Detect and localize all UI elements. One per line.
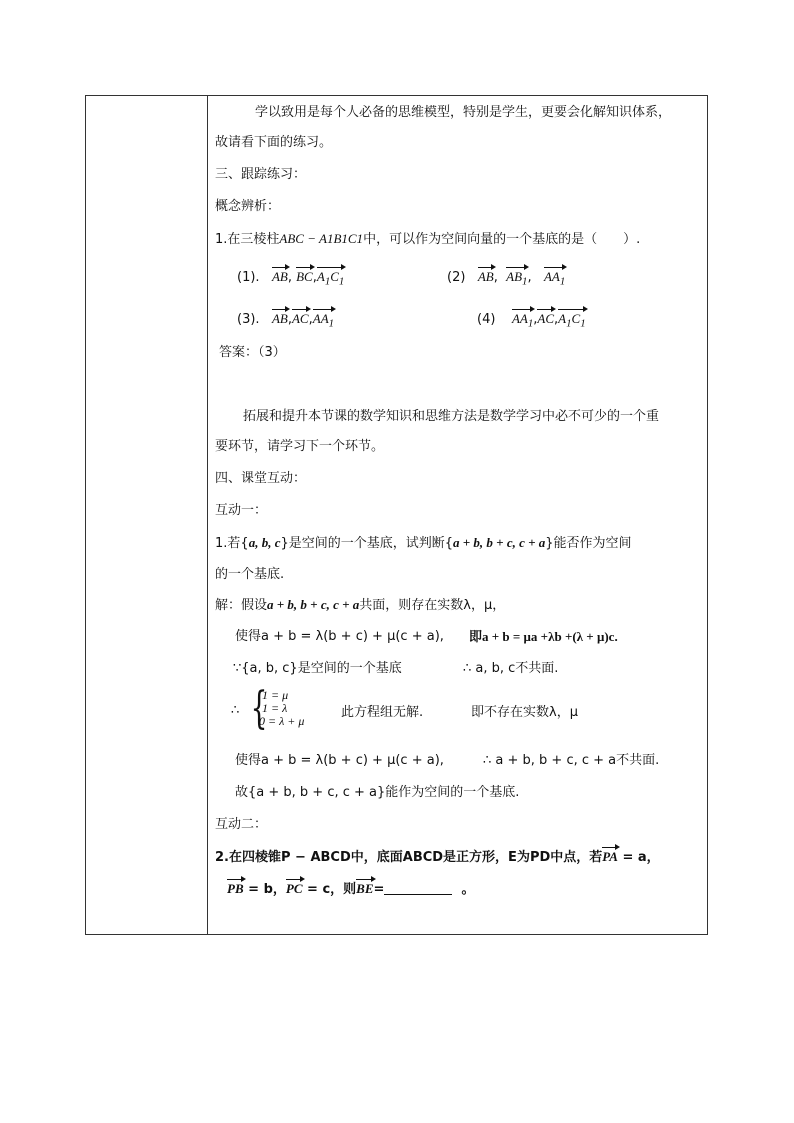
non-coplanar-conclusion: ∴ a + b, b + c, c + a不共面. xyxy=(483,753,660,768)
interact-1-label: 互动一： xyxy=(215,503,268,518)
option-2: (2) AB, $AB_1$, $AA_1$ xyxy=(447,269,566,288)
answer-blank[interactable] xyxy=(384,880,452,895)
section-4-title: 四、课堂互动： xyxy=(215,471,307,486)
therefore-symbol: ∴ xyxy=(231,703,240,718)
non-coplanar-statement: ∴ a, b, c不共面. xyxy=(463,661,559,676)
vector-ab1: $AB_1$ xyxy=(506,269,528,288)
intro-line-2: 故请看下面的练习。 xyxy=(215,135,333,150)
vector-be: BE xyxy=(356,881,374,896)
vector-aa1: $AA_1$ xyxy=(543,269,566,288)
vector-ac: AC xyxy=(291,311,309,326)
problem-1-line-2: 的一个基底. xyxy=(215,567,285,582)
interact-2-label: 互动二： xyxy=(215,817,268,832)
vector-aa1: $AA_1$ xyxy=(312,311,335,330)
worksheet-table xyxy=(85,95,708,935)
equation-system-brace: { xyxy=(250,683,268,734)
vector-aa1: $AA_1$ xyxy=(511,311,534,330)
extension-line-1: 拓展和提升本节课的数学知识和思维方法是数学学习中必不可少的一个重 xyxy=(243,409,660,424)
problem-2-line-1: 2.在四棱锥P − ABCD中，底面ABCD是正方形，E为PD中点，若PA = a， xyxy=(215,849,660,865)
equation-2: 使得a + b = λ(b + c) + μ(c + a), xyxy=(235,753,444,768)
solution-line: 解：假设a + b, b + c, c + a共面，则存在实数λ，μ， xyxy=(215,597,506,613)
answer-text: 答案：（3） xyxy=(219,345,286,360)
column-divider xyxy=(207,96,208,934)
equation-system: 1 = μ 1 = λ 0 = λ + μ xyxy=(259,688,305,728)
vector-pc: PC xyxy=(285,881,303,896)
question-1: 1.在三棱柱ABC − A1B1C1中，可以作为空间向量的一个基底的是（ ）. xyxy=(215,231,641,247)
vector-ab: AB xyxy=(271,269,288,284)
option-1: (1). AB, $BC,A_1C_1$ xyxy=(237,269,345,288)
no-solution-text: 此方程组无解. xyxy=(341,705,424,720)
no-exist-text: 即不存在实数λ，μ xyxy=(471,705,578,720)
option-3: (3). $AB,AC,AA_1$ xyxy=(237,311,335,330)
section-3-title: 三、跟踪练习： xyxy=(215,167,307,182)
equation-1b: 即a + b = μa +λb +(λ + μ)c. xyxy=(469,629,618,644)
vector-ab: AB xyxy=(477,269,494,284)
vector-ab: AB xyxy=(271,311,288,326)
basis-statement: ∵{a, b, c}是空间的一个基底 xyxy=(233,661,402,676)
vector-pa: PA xyxy=(602,849,618,864)
conclusion: 故{a + b, b + c, c + a}能作为空间的一个基底. xyxy=(235,785,520,800)
vector-bc: BC xyxy=(296,269,313,284)
concept-subtitle: 概念辨析： xyxy=(215,199,281,214)
vector-ac: AC xyxy=(537,311,555,326)
problem-1-line-1: 1.若{a, b, c}是空间的一个基底，试判断{a + b, b + c, c + a}能否作为空间 xyxy=(215,535,632,551)
extension-line-2: 要环节，请学习下一个环节。 xyxy=(215,439,385,454)
equation-1: 使得a + b = λ(b + c) + μ(c + a), xyxy=(235,629,444,644)
prism-name: ABC − A1B1C1 xyxy=(279,231,364,246)
vector-a1c1: $A_1C_1$ xyxy=(316,269,345,288)
option-4: (4) $AA_1,AC,A_1C_1$ xyxy=(477,311,586,330)
vector-a1c1: $A_1C_1$ xyxy=(558,311,586,330)
vector-pb: PB xyxy=(227,881,244,896)
problem-2-line-2: PB = b，PC = c，则BE= 。 xyxy=(227,881,475,897)
intro-line-1: 学以致用是每个人必备的思维模型，特别是学生，更要会化解知识体系， xyxy=(255,105,672,120)
